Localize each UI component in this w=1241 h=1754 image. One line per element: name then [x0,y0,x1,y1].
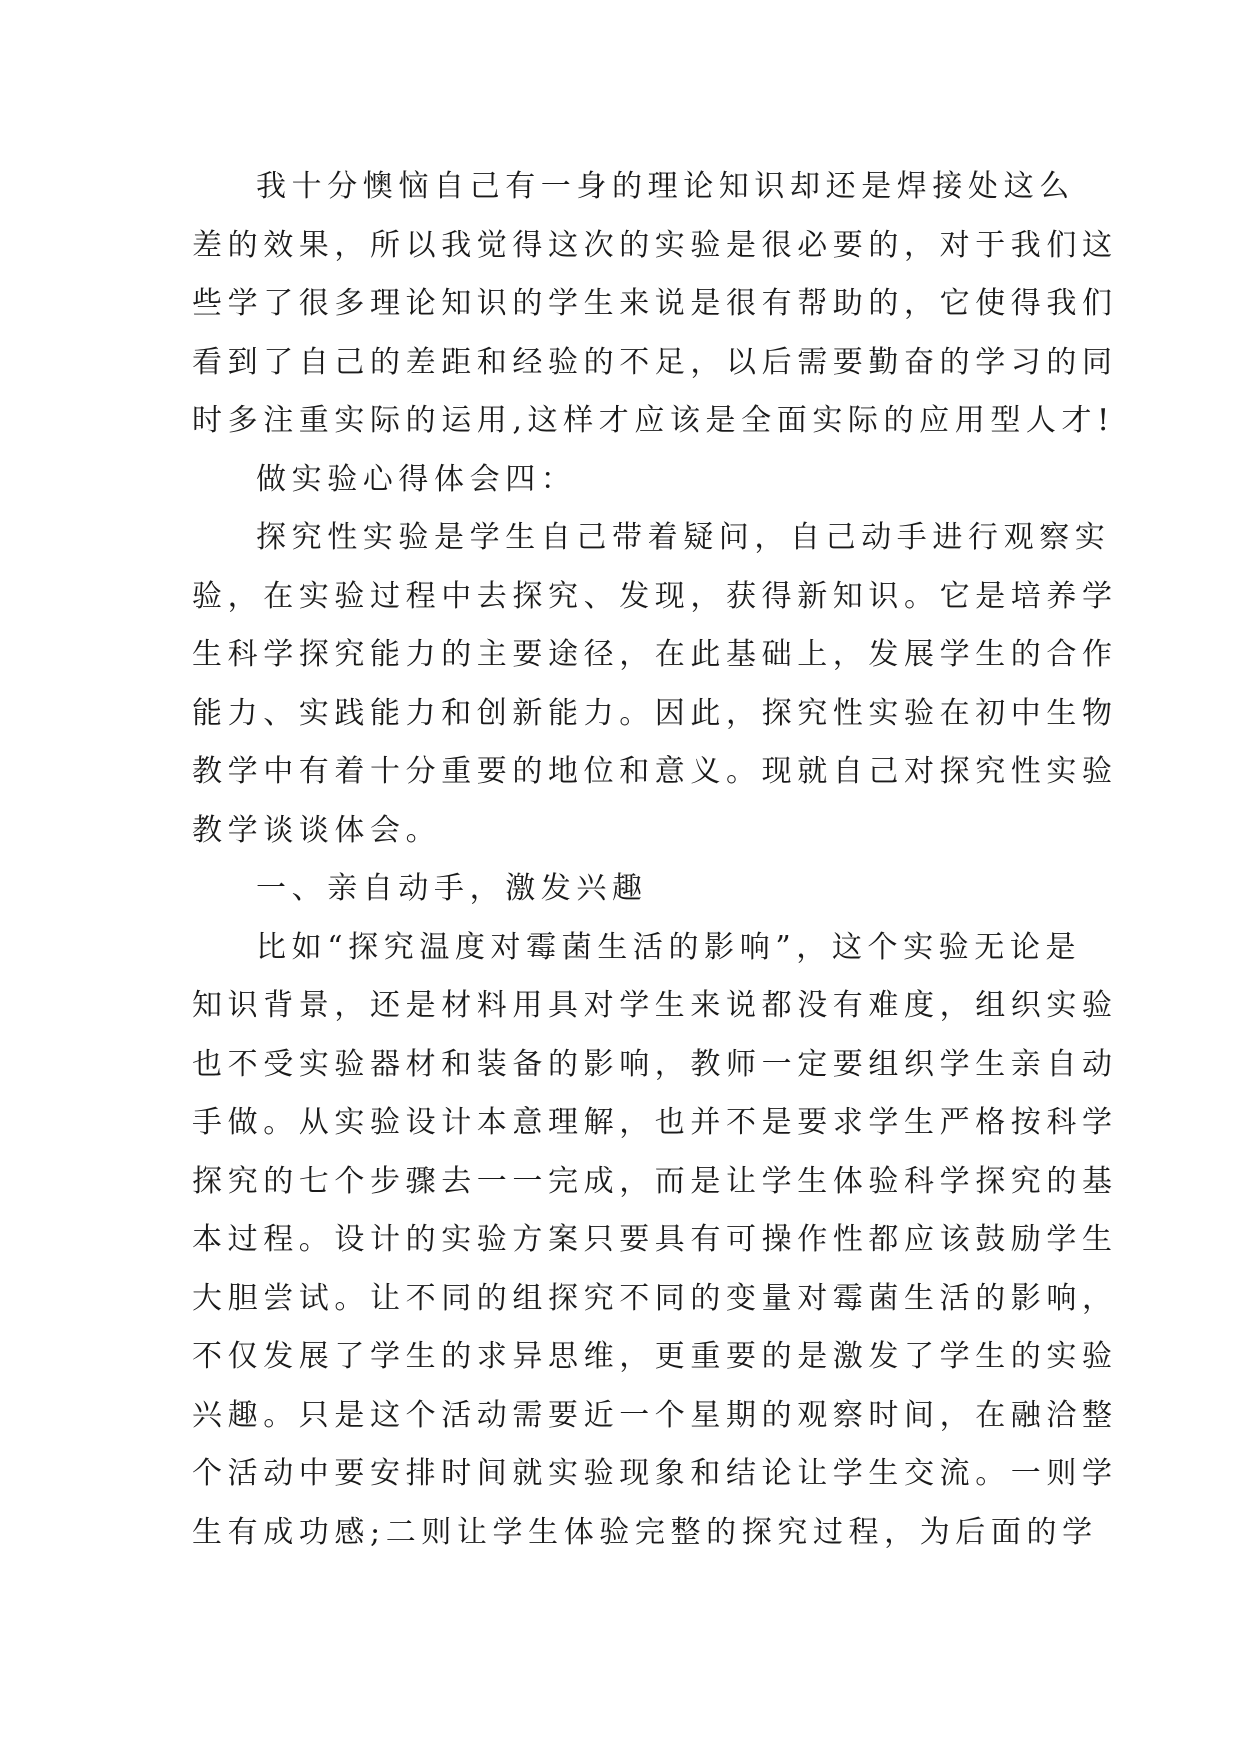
text-line: 些学了很多理论知识的学生来说是很有帮助的，它使得我们 [192,286,1118,321]
text-line: 比如“探究温度对霉菌生活的影响”，这个实验无论是 [256,929,1082,965]
text-line: 看到了自己的差距和经验的不足，以后需要勤奋的学习的同 [192,344,1118,380]
text-line: 大胆尝试。让不同的组探究不同的变量对霉菌生活的影响， [192,1280,1118,1316]
text-line: 验，在实验过程中去探究、发现，获得新知识。它是培养学 [192,578,1118,614]
subsection-heading: 一、亲自动手，激发兴趣 [256,871,648,906]
text-line: 本过程。设计的实验方案只要具有可操作性都应该鼓励学生 [192,1222,1118,1257]
text-line: 手做。从实验设计本意理解，也并不是要求学生严格按科学 [192,1105,1118,1140]
text-line: 个活动中要安排时间就实验现象和结论让学生交流。一则学 [192,1456,1118,1491]
body-text [192,158,1118,1562]
text-line: 生科学探究能力的主要途径，在此基础上，发展学生的合作 [192,637,1118,672]
text-line: 探究的七个步骤去一一完成，而是让学生体验科学探究的基 [192,1163,1118,1199]
text-line: 教学中有着十分重要的地位和意义。现就自己对探究性实验 [192,754,1118,789]
text-line: 时多注重实际的运用,这样才应该是全面实际的应用型人才! [192,403,1115,438]
text-line: 能力、实践能力和创新能力。因此，探究性实验在初中生物 [192,695,1118,731]
text-line: 不仅发展了学生的求异思维，更重要的是激发了学生的实验 [192,1339,1118,1374]
text-line: 兴趣。只是这个活动需要近一个星期的观察时间，在融洽整 [192,1397,1118,1433]
text-line: 教学谈谈体会。 [192,812,442,848]
text-line: 生有成功感;二则让学生体验完整的探究过程，为后面的学 [192,1514,1098,1550]
text-line: 差的效果，所以我觉得这次的实验是很必要的，对于我们这 [192,227,1118,263]
text-line: 也不受实验器材和装备的影响，教师一定要组织学生亲自动 [192,1046,1118,1082]
text-line: 探究性实验是学生自己带着疑问，自己动手进行观察实 [256,520,1111,555]
text-line: 知识背景，还是材料用具对学生来说都没有难度，组织实验 [192,988,1118,1023]
text-line: 我十分懊恼自己有一身的理论知识却还是焊接处这么 [256,169,1075,204]
section-heading: 做实验心得体会四： [256,461,577,497]
